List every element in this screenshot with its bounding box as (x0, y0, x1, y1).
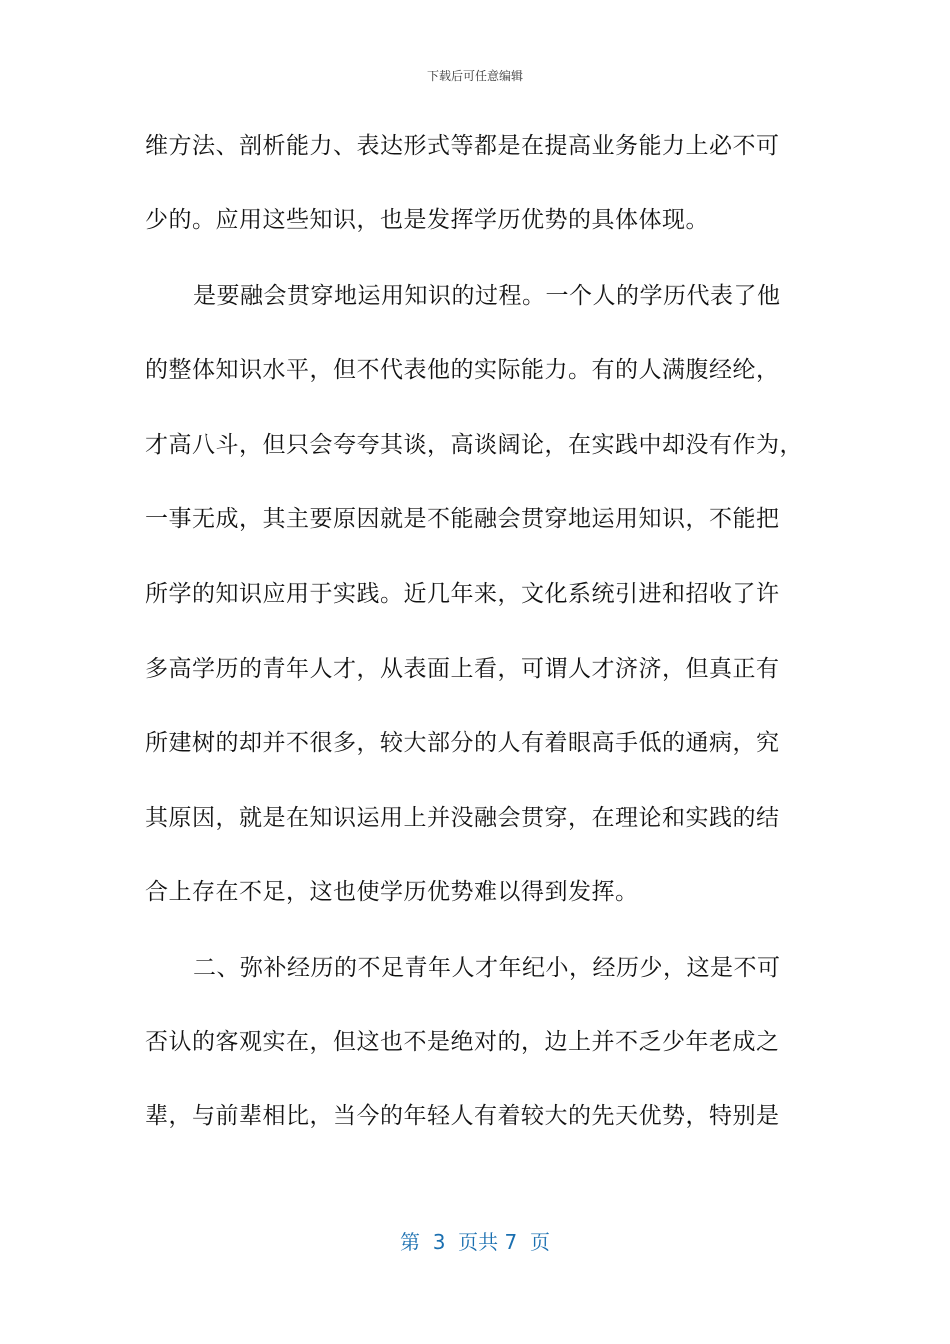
text-line: 辈，与前辈相比，当今的年轻人有着较大的先天优势，特别是 (145, 1103, 780, 1129)
text-line: 的整体知识水平，但不代表他的实际能力。有的人满腹经纶， (145, 357, 780, 383)
paragraph-first-line: 是要融会贯穿地运用知识的过程。一个人的学历代表了他 (193, 283, 781, 309)
text-line: 维方法、剖析能力、表达形式等都是在提高业务能力上必不可 (145, 133, 780, 159)
text-line: 所建树的却并不很多，较大部分的人有着眼高手低的通病，究 (145, 730, 780, 756)
paragraph-first-line: 二、弥补经历的不足青年人才年纪小，经历少，这是不可 (193, 955, 781, 981)
text-line: 所学的知识应用于实践。近几年来，文化系统引进和招收了许 (145, 581, 780, 607)
text-line: 否认的客观实在，但这也不是绝对的，边上并不乏少年老成之 (145, 1029, 780, 1055)
text-line: 其原因，就是在知识运用上并没融会贯穿，在理论和实践的结 (145, 805, 780, 831)
text-line: 少的。应用这些知识，也是发挥学历优势的具体体现。 (145, 207, 709, 233)
text-line: 合上存在不足，这也使学历优势难以得到发挥。 (145, 879, 639, 905)
text-line: 一事无成，其主要原因就是不能融会贯穿地运用知识，不能把 (145, 506, 780, 532)
text-line: 多高学历的青年人才，从表面上看，可谓人才济济，但真正有 (145, 656, 780, 682)
page-number: 第 3 页共 7 页 (400, 1230, 550, 1254)
text-line: 才高八斗，但只会夸夸其谈，高谈阔论，在实践中却没有作为， (145, 432, 803, 458)
header-note: 下载后可任意编辑 (426, 69, 523, 83)
